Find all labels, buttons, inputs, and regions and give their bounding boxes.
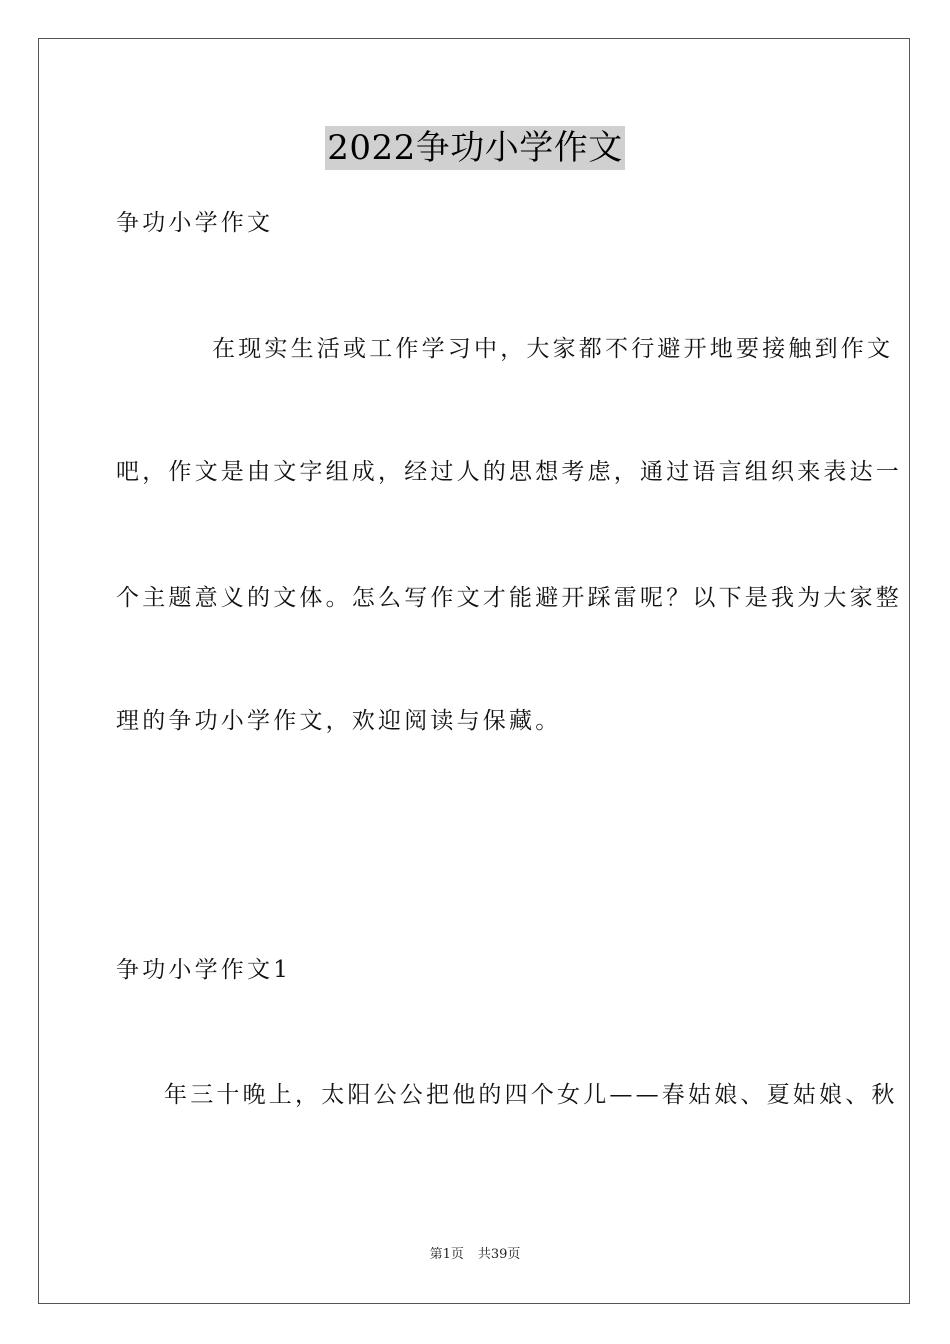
page-total: 共39页: [477, 1247, 521, 1262]
page-number: 第1页: [429, 1247, 464, 1262]
intro-line-3: 个主题意义的文体。怎么写作文才能避开踩雷呢？以下是我为大家整: [116, 585, 902, 611]
document-subtitle: 争功小学作文: [116, 210, 274, 236]
title-container: [0, 126, 950, 170]
section-line-1: 年三十晚上，太阳公公把他的四个女儿——春姑娘、夏姑娘、秋: [164, 1082, 898, 1108]
intro-line-4: 理的争功小学作文，欢迎阅读与保藏。: [116, 708, 562, 734]
page-footer: [0, 1246, 950, 1264]
intro-line-2: 吧，作文是由文字组成，经过人的思想考虑，通过语言组织来表达一: [116, 459, 902, 485]
intro-line-1: 在现实生活或工作学习中，大家都不行避开地要接触到作文: [212, 336, 894, 362]
section-heading: 争功小学作文1: [116, 957, 292, 983]
document-title: 2022争功小学作文: [327, 128, 623, 168]
